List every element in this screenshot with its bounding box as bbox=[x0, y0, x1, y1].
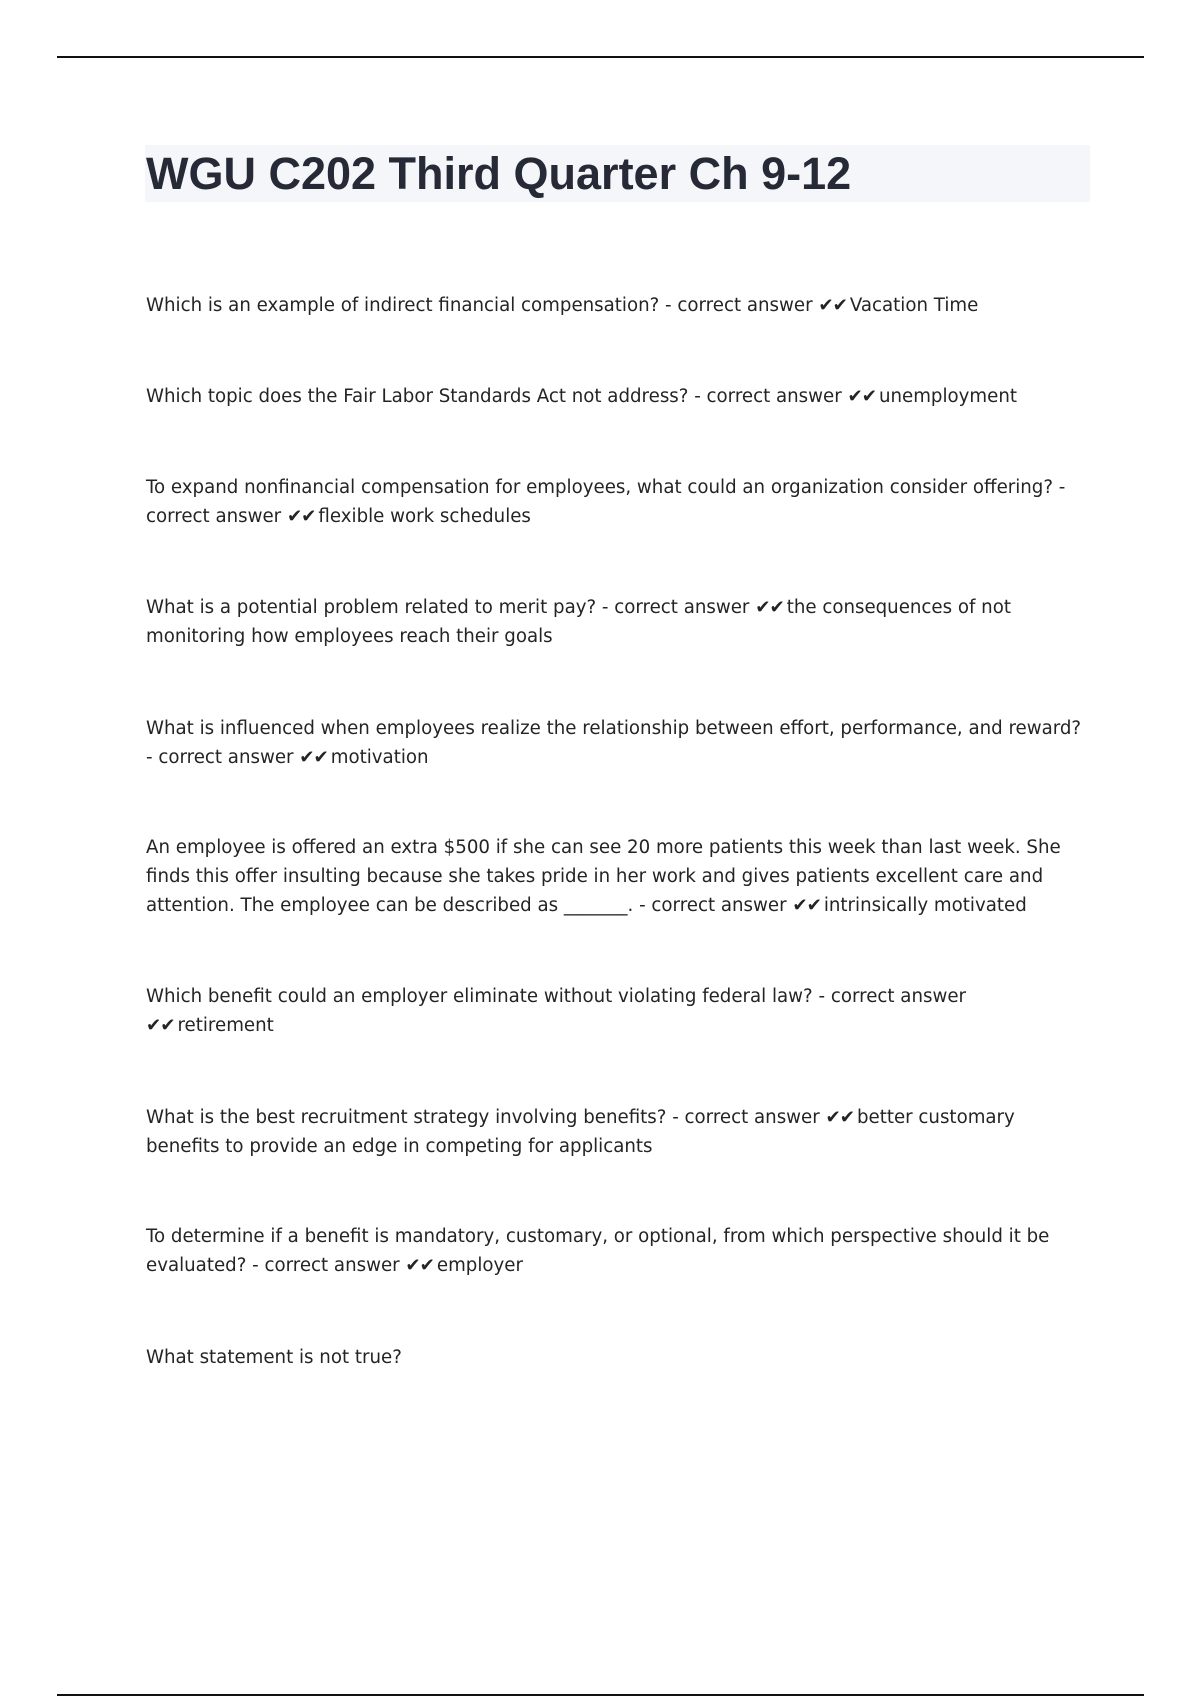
qa-item-3 bbox=[146, 473, 1091, 531]
question-text: To determine if a benefit is mandatory, customary, or optional, from which perspective should it be evaluated? - correct answer bbox=[146, 1226, 1050, 1276]
qa-item-1 bbox=[146, 291, 1091, 320]
question-text: What is a potential problem related to merit pay? - correct answer bbox=[146, 597, 756, 618]
qa-item-8 bbox=[146, 1103, 1091, 1161]
answer-text: Vacation Time bbox=[849, 295, 979, 316]
answer-text: intrinsically motivated bbox=[823, 895, 1027, 916]
question-text: Which benefit could an employer eliminate without violating federal law? - correct answer bbox=[146, 986, 966, 1007]
checkmark-icon: ✔✔ bbox=[286, 506, 316, 527]
question-text: Which is an example of indirect financial compensation? - correct answer bbox=[146, 295, 819, 316]
checkmark-icon: ✔✔ bbox=[405, 1255, 434, 1276]
question-text: What is influenced when employees realize the relationship between effort, performance, and reward? - correct answer bbox=[146, 718, 1082, 768]
question-text: To expand nonfinancial compensation for employees, what could an organization consider offering? - correct answer bbox=[146, 477, 1066, 527]
answer-text: employer bbox=[436, 1255, 523, 1276]
answer-text: motivation bbox=[330, 747, 429, 768]
qa-item-2 bbox=[146, 382, 1091, 411]
bottom-rule bbox=[57, 1694, 1144, 1696]
qa-item-4 bbox=[146, 593, 1091, 651]
answer-text: flexible work schedules bbox=[318, 506, 531, 527]
checkmark-icon: ✔✔ bbox=[146, 1015, 175, 1036]
qa-item-5 bbox=[146, 714, 1091, 772]
top-rule bbox=[57, 56, 1144, 58]
qa-item-9 bbox=[146, 1222, 1091, 1280]
answer-text: retirement bbox=[177, 1015, 274, 1036]
checkmark-icon: ✔✔ bbox=[818, 295, 847, 316]
document-title: WGU C202 Third Quarter Ch 9-12 bbox=[146, 148, 852, 199]
checkmark-icon: ✔✔ bbox=[299, 747, 328, 768]
answer-text: the consequences of not monitoring how employees reach their goals bbox=[146, 597, 1011, 647]
qa-item-6 bbox=[146, 833, 1091, 920]
question-text: Which topic does the Fair Labor Standards Act not address? - correct answer bbox=[146, 386, 848, 407]
checkmark-icon: ✔✔ bbox=[792, 895, 821, 916]
qa-item-10 bbox=[146, 1343, 1091, 1372]
question-text: What statement is not true? bbox=[146, 1347, 402, 1368]
question-text: What is the best recruitment strategy involving benefits? - correct answer bbox=[146, 1107, 826, 1128]
answer-text: better customary benefits to provide an edge in competing for applicants bbox=[146, 1107, 1015, 1157]
answer-text: unemployment bbox=[878, 386, 1017, 407]
qa-item-7 bbox=[146, 982, 1091, 1040]
checkmark-icon: ✔✔ bbox=[755, 597, 784, 618]
question-text: An employee is offered an extra $500 if she can see 20 more patients this week than last week. She finds this offer insulting because she takes pride in her work and gives patients excellent care and attention. The employee can be described as _______. - correct answer bbox=[146, 837, 1061, 916]
checkmark-icon: ✔✔ bbox=[825, 1107, 854, 1128]
checkmark-icon: ✔✔ bbox=[847, 386, 876, 407]
